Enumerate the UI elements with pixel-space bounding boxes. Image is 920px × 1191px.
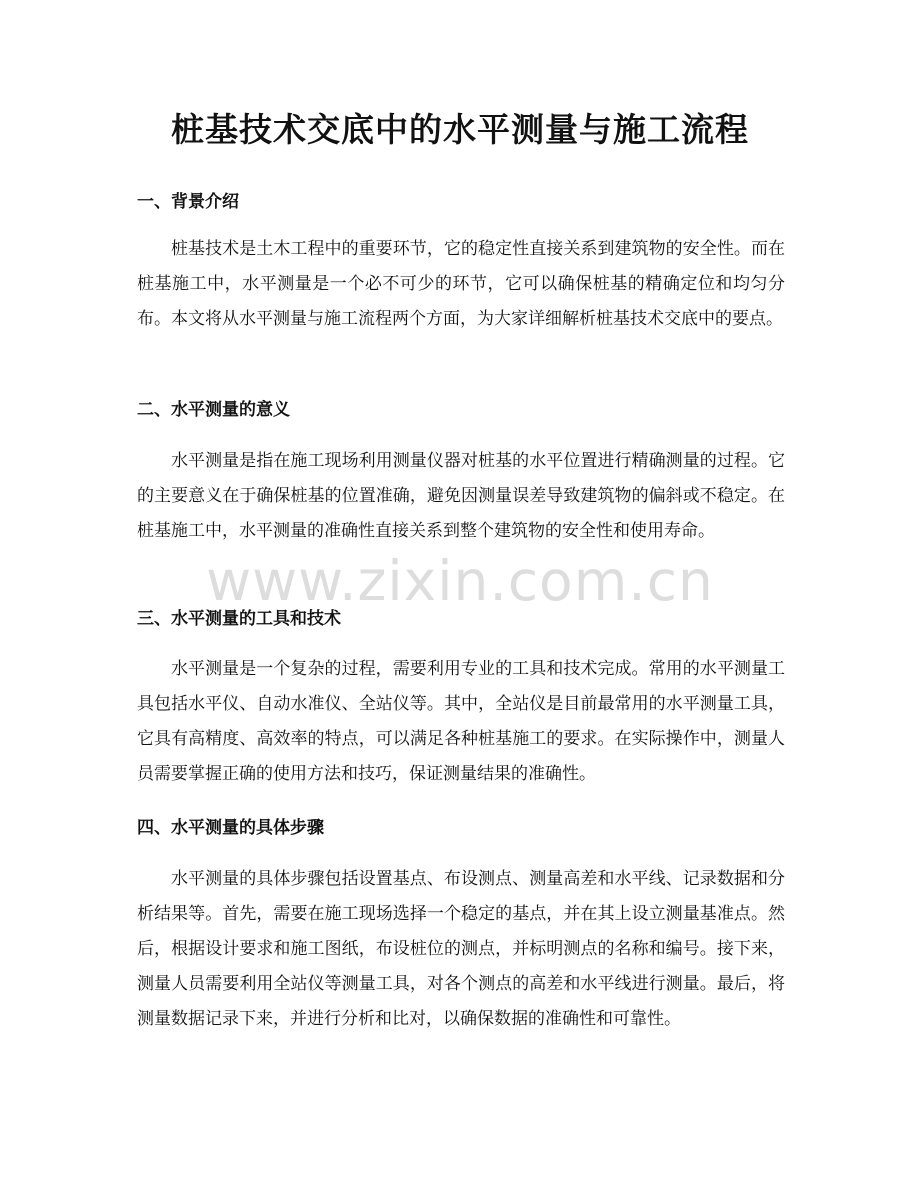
section-body-tools: 水平测量是一个复杂的过程，需要利用专业的工具和技术完成。常用的水平测量工具包括水平仪、自动水准仪、全站仪等。其中，全站仪是目前最常用的水平测量工具，它具有高精度、高效率的特点，可以满足各种桩基施工的要求。在实际操作中，测量人员需要掌握正确的使用方法和技巧，保证测量结果的准确性。: [137, 659, 785, 784]
section-heading-background: 一、背景介绍: [137, 192, 239, 212]
section-body-significance: 水平测量是指在施工现场利用测量仪器对桩基的水平位置进行精确测量的过程。它的主要意义在于确保桩基的位置准确，避免因测量误差导致建筑物的偏斜或不稳定。在桩基施工中，水平测量的准确性直接关系到整个建筑物的安全性和使用寿命。: [137, 451, 785, 541]
section-heading-tools: 三、水平测量的工具和技术: [137, 609, 341, 629]
section-body-steps: 水平测量的具体步骤包括设置基点、布设测点、测量高差和水平线、记录数据和分析结果等。首先，需要在施工现场选择一个稳定的基点，并在其上设立测量基准点。然后，根据设计要求和施工图纸，布设桩位的测点，并标明测点的名称和编号。接下来，测量人员需要利用全站仪等测量工具，对各个测点的高差和水平线进行测量。最后，将测量数据记录下来，并进行分析和比对，以确保数据的准确性和可靠性。: [137, 869, 785, 1029]
section-heading-steps: 四、水平测量的具体步骤: [137, 818, 324, 838]
document-title: 桩基技术交底中的水平测量与施工流程: [171, 110, 749, 149]
section-body-background: 桩基技术是土木工程中的重要环节，它的稳定性直接关系到建筑物的安全性。而在桩基施工中，水平测量是一个必不可少的环节，它可以确保桩基的精确定位和均匀分布。本文将从水平测量与施工流程两个方面，为大家详细解析桩基技术交底中的要点。: [137, 239, 785, 329]
section-heading-significance: 二、水平测量的意义: [137, 400, 290, 420]
watermark: www.zixin.com.cn: [206, 549, 714, 613]
